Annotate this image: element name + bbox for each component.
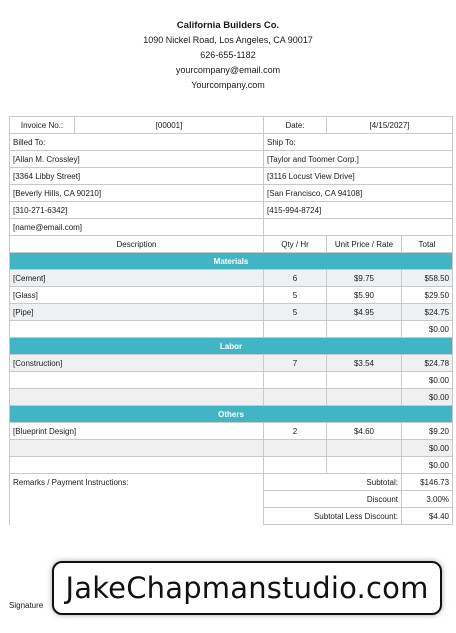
item-total: $0.00 bbox=[402, 372, 453, 389]
date-value[interactable]: [4/15/2027] bbox=[327, 117, 453, 134]
table-row bbox=[10, 270, 453, 287]
billed-to-label: Billed To: bbox=[10, 134, 264, 151]
item-description[interactable] bbox=[10, 457, 264, 474]
item-price[interactable] bbox=[327, 372, 402, 389]
item-qty[interactable] bbox=[264, 389, 327, 406]
item-qty[interactable]: 2 bbox=[264, 423, 327, 440]
invoice-table bbox=[9, 116, 453, 525]
item-description[interactable]: [Glass] bbox=[10, 287, 264, 304]
table-row bbox=[10, 304, 453, 321]
billed-name[interactable]: [Allan M. Crossley] bbox=[10, 151, 264, 168]
discount-label: Discount bbox=[264, 491, 402, 508]
item-price[interactable] bbox=[327, 457, 402, 474]
company-header bbox=[0, 18, 456, 93]
col-description: Description bbox=[10, 236, 264, 253]
billed-email[interactable]: [name@email.com] bbox=[10, 219, 264, 236]
company-website: Yourcompany.com bbox=[191, 80, 265, 90]
item-total: $24.78 bbox=[402, 355, 453, 372]
section-materials: Materials bbox=[10, 253, 453, 270]
item-description[interactable] bbox=[10, 372, 264, 389]
company-name: California Builders Co. bbox=[176, 20, 280, 31]
item-qty[interactable]: 7 bbox=[264, 355, 327, 372]
item-total: $0.00 bbox=[402, 321, 453, 338]
remarks-area[interactable] bbox=[10, 491, 264, 508]
billed-phone[interactable]: [310-271-6342] bbox=[10, 202, 264, 219]
item-total: $0.00 bbox=[402, 389, 453, 406]
item-qty[interactable]: 5 bbox=[264, 287, 327, 304]
ship-name[interactable]: [Taylor and Toomer Corp.] bbox=[264, 151, 453, 168]
invoice-no-value[interactable]: [00001] bbox=[75, 117, 264, 134]
date-label: Date: bbox=[264, 117, 327, 134]
item-total: $0.00 bbox=[402, 440, 453, 457]
item-total: $29.50 bbox=[402, 287, 453, 304]
item-price[interactable] bbox=[327, 321, 402, 338]
col-unit-price: Unit Price / Rate bbox=[327, 236, 402, 253]
item-total: $58.50 bbox=[402, 270, 453, 287]
item-total: $9.20 bbox=[402, 423, 453, 440]
ship-phone[interactable]: [415-994-8724] bbox=[264, 202, 453, 219]
item-description[interactable]: [Cement] bbox=[10, 270, 264, 287]
ship-empty bbox=[264, 219, 453, 236]
table-row bbox=[10, 440, 453, 457]
item-qty[interactable]: 6 bbox=[264, 270, 327, 287]
item-price[interactable] bbox=[327, 440, 402, 457]
billed-street[interactable]: [3364 Libby Street] bbox=[10, 168, 264, 185]
watermark-banner: JakeChapmanstudio.com bbox=[52, 561, 442, 615]
table-row bbox=[10, 372, 453, 389]
invoice-no-label: Invoice No.: bbox=[10, 117, 75, 134]
signature-label: Signature bbox=[9, 601, 44, 610]
table-row bbox=[10, 355, 453, 372]
remarks-label: Remarks / Payment Instructions: bbox=[10, 474, 264, 491]
item-description[interactable]: [Blueprint Design] bbox=[10, 423, 264, 440]
discount-value[interactable]: 3.00% bbox=[402, 491, 453, 508]
item-price[interactable]: $4.95 bbox=[327, 304, 402, 321]
item-description[interactable] bbox=[10, 321, 264, 338]
table-row bbox=[10, 457, 453, 474]
subtotal-label: Subtotal: bbox=[264, 474, 402, 491]
item-price[interactable]: $3.54 bbox=[327, 355, 402, 372]
column-header-row bbox=[10, 236, 453, 253]
item-price[interactable] bbox=[327, 389, 402, 406]
company-phone: 626-655-1182 bbox=[200, 50, 256, 60]
col-qty: Qty / Hr bbox=[264, 236, 327, 253]
table-row bbox=[10, 321, 453, 338]
item-qty[interactable]: 5 bbox=[264, 304, 327, 321]
item-description[interactable]: [Construction] bbox=[10, 355, 264, 372]
item-qty[interactable] bbox=[264, 321, 327, 338]
item-total: $24.75 bbox=[402, 304, 453, 321]
item-description[interactable] bbox=[10, 440, 264, 457]
item-qty[interactable] bbox=[264, 372, 327, 389]
remarks-area-continued[interactable] bbox=[10, 508, 264, 525]
ship-to-label: Ship To: bbox=[264, 134, 453, 151]
item-total: $0.00 bbox=[402, 457, 453, 474]
billed-city[interactable]: [Beverly Hills, CA 90210] bbox=[10, 185, 264, 202]
company-email: yourcompany@email.com bbox=[175, 65, 281, 75]
less-discount-label: Subtotal Less Discount: bbox=[264, 508, 402, 525]
item-price[interactable]: $5.90 bbox=[327, 287, 402, 304]
item-description[interactable] bbox=[10, 389, 264, 406]
company-address: 1090 Nickel Road, Los Angeles, CA 90017 bbox=[143, 35, 313, 45]
col-total: Total bbox=[402, 236, 453, 253]
ship-street[interactable]: [3116 Locust View Drive] bbox=[264, 168, 453, 185]
invoice-meta-row bbox=[10, 117, 453, 134]
table-row bbox=[10, 389, 453, 406]
section-labor: Labor bbox=[10, 338, 453, 355]
item-price[interactable]: $9.75 bbox=[327, 270, 402, 287]
subtotal-value: $146.73 bbox=[402, 474, 453, 491]
table-row bbox=[10, 423, 453, 440]
section-others: Others bbox=[10, 406, 453, 423]
item-description[interactable]: [Pipe] bbox=[10, 304, 264, 321]
table-row bbox=[10, 287, 453, 304]
item-price[interactable]: $4.60 bbox=[327, 423, 402, 440]
ship-city[interactable]: [San Francisco, CA 94108] bbox=[264, 185, 453, 202]
item-qty[interactable] bbox=[264, 457, 327, 474]
less-discount-value: $4.40 bbox=[402, 508, 453, 525]
item-qty[interactable] bbox=[264, 440, 327, 457]
